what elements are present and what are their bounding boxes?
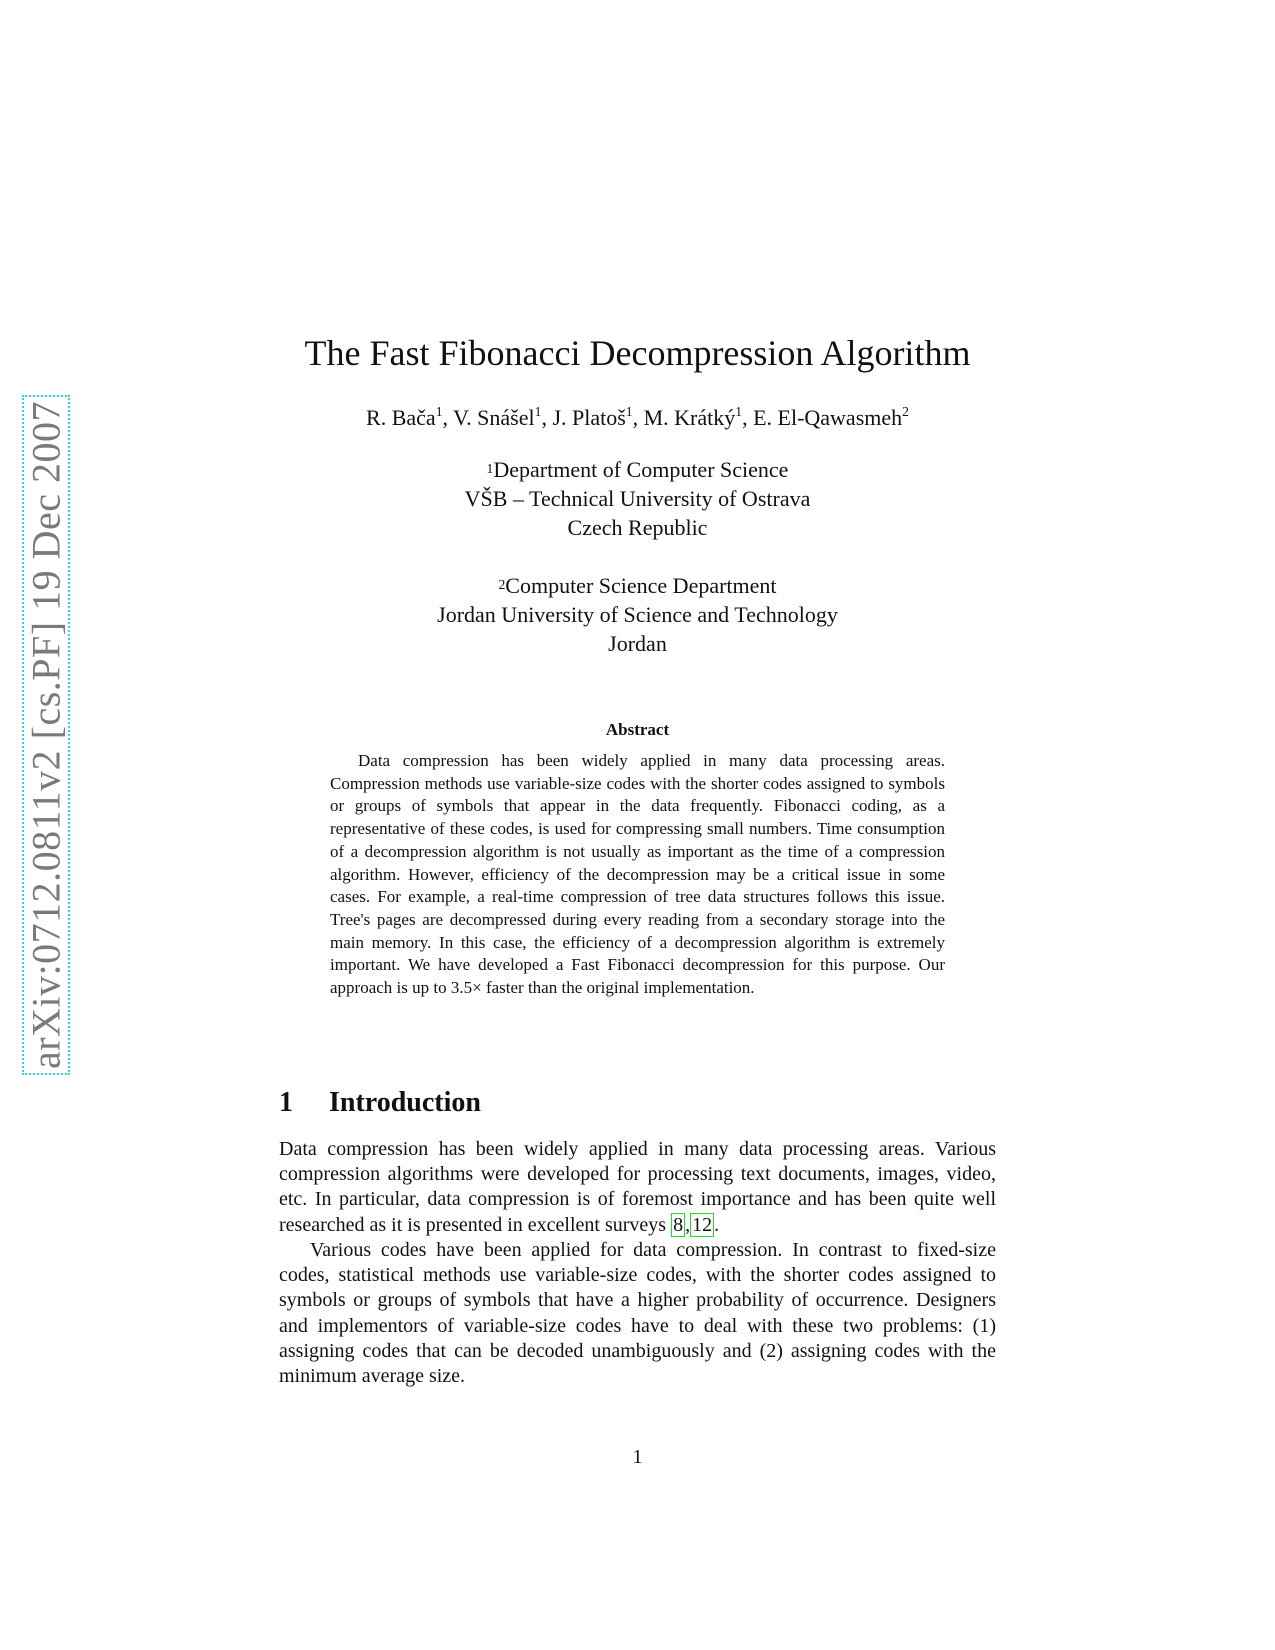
author: R. Bača$^1$ <box>366 403 443 430</box>
citation-link[interactable]: 12 <box>692 1213 713 1236</box>
author: M. Krátký$^1$ <box>643 403 743 430</box>
paper-title: The Fast Fibonacci Decompression Algorithm <box>304 333 971 373</box>
intro-paragraph-2: Various codes have been applied for data compression. In contrast to fixed-size codes, statistical methods use variable-size codes, with the shorter codes assigned to symbols or groups of symbols that have a higher probability of occurrence. Designers and implementors of variable-size codes have to deal with these two problems: (1) assigning codes that can be decoded unambiguously and (2) assigning codes with the minimum average size. <box>279 1239 996 1388</box>
affiliation-2: $^2$Computer Science Department Jordan University of Science and Technology Jordan <box>437 573 838 656</box>
page-number: 1 <box>632 1446 643 1468</box>
author: J. Platoš$^1$ <box>552 403 633 430</box>
intro-paragraph-1: Data compression has been widely applied in many data processing areas. Various compression algorithms were developed for processing text documents, images, video, etc. In particular, data compression is of foremost importance and has been quite well researched as it is presented in excellent surveys 8 , 12 . <box>279 1138 996 1236</box>
abstract-text: Data compression has been widely applied in many data processing areas. Compression methods use variable-size codes with the shorter codes assigned to symbols or groups of symbols that appear in the data frequently. Fibonacci coding, as a representative of these codes, is used for compressing small numbers. Time consumption of a decompression algorithm is not usually as important as the time of a compression algorithm. However, efficiency of the decompression may be a critical issue in some cases. For example, a real-time compression of tree data structures follows this issue. Tree's pages are decompressed during every reading from a secondary storage into the main memory. In this case, the efficiency of a decompression algorithm is extremely important. We have developed a Fast Fibonacci decompression for this purpose. Our approach is up to 3.5× faster than the original implementation. <box>330 751 945 998</box>
author: V. Snášel$^1$ <box>453 403 542 430</box>
affiliation-1: $^1$Department of Computer Science VŠB – Technical University of Ostrava Czech Republic <box>464 457 811 540</box>
abstract-heading: Abstract <box>605 720 670 739</box>
author: E. El-Qawasmeh$^2$ <box>753 403 909 430</box>
citation-link[interactable]: 8 <box>673 1213 684 1236</box>
arxiv-stamp-text: arXiv:0712.0811v2 [cs.PF] 19 Dec 2007 <box>23 400 69 1070</box>
author-list: R. Bača$^1$, V. Snášel$^1$, J. Platoš$^1$, M. Krátký$^1$, E. El-Qawasmeh$^2$ <box>366 403 909 430</box>
section-heading: 1 Introduction <box>279 1087 481 1118</box>
